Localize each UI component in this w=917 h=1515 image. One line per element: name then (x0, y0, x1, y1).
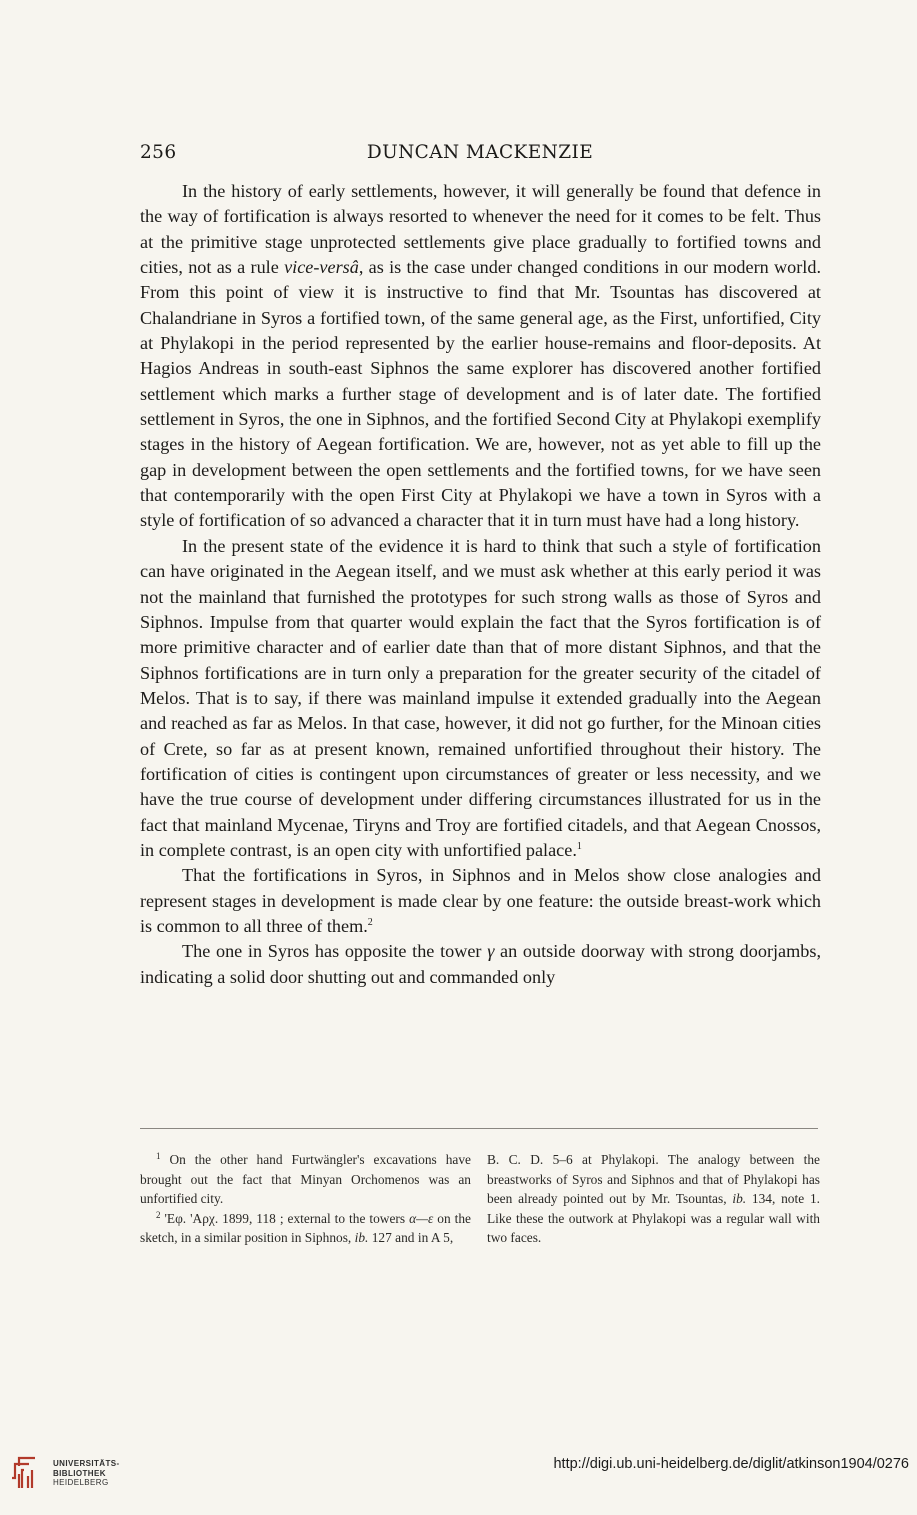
paragraph (140, 179, 821, 534)
italic-run: ib. (732, 1191, 747, 1207)
text-run: 'Εφ. 'Αρχ. 1899, 118 ; external to the towers (160, 1210, 410, 1226)
permalink-url[interactable]: http://digi.ub.uni-heidelberg.de/diglit/atkinson1904/0276 (553, 1456, 909, 1472)
text-run: In the present state of the evidence it is hard to think that such a style of fortification can have originated in the Aegean itself, and we must ask whether at this early period it was not the mainland that furnished the prototypes for such strong walls as those of Syros and Siphnos. Impulse from that quarter would explain the fact that the Syros fortification is of more primitive character and of earlier date than that of more distant Siphnos, and that the Siphnos fortifications are in turn only a preparation for the greater security of the citadel of Melos. That is to say, if there was mainland impulse it extended gradually into the Aegean and reached as far as Melos. In that case, however, it did not go further, for the Minoan cities of Crete, so far as at present known, remained unfortified throughout their history. The fortification of cities is contingent upon circumstances of greater or less necessity, and we have the true course of development under differing circumstances illustrated for us in the fact that mainland Mycenae, Tiryns and Troy are fortified citadels, and that Aegean Cnossos, in complete contrast, is an open city with unfortified palace. (140, 535, 821, 860)
text-run: On the other hand Furtwängler's excavations have brought out the fact that Minyan Orchomenos was an unfortified city. (140, 1152, 471, 1207)
library-line: UNIVERSITÄTS- (53, 1459, 120, 1468)
library-line: HEIDELBERG (53, 1478, 109, 1487)
italic-run: γ (487, 941, 495, 962)
footnote (140, 1209, 471, 1248)
italic-run: vice-versâ (284, 257, 359, 278)
text-run: 127 and in A 5, (368, 1230, 454, 1246)
paragraph (140, 939, 821, 990)
library-logo-icon[interactable] (8, 1454, 46, 1492)
footnote-divider (140, 1128, 818, 1129)
running-head: DUNCAN MACKENZIE (366, 142, 594, 163)
footnote (140, 1150, 471, 1209)
page-header (140, 142, 820, 170)
footnotes-right-column (487, 1150, 820, 1248)
paragraph (140, 863, 821, 939)
viewer-footer (0, 1440, 917, 1515)
library-name (53, 1459, 120, 1488)
footnotes-left-column (140, 1150, 471, 1248)
text-run: on the sketch, in a similar position in Siphnos, (140, 1210, 471, 1246)
text-run: B. C. D. 5–6 at Phylakopi. The analogy between the breastworks of Syros and Siphnos and that of Phylakopi has been already pointed out by Mr. Tsountas, (487, 1152, 820, 1207)
footnote-marker: 1 (156, 1151, 161, 1161)
text-run: That the fortifications in Syros, in Siphnos and in Melos show close analogies and represent stages in development is made clear by one feature: the outside breast-work which is common to all three of them. (140, 865, 821, 936)
paragraph (140, 534, 821, 863)
footnote-marker: 1 (576, 840, 582, 852)
footnote-marker: 2 (156, 1209, 161, 1220)
body-text (140, 179, 821, 990)
italic-run: ib. (354, 1230, 369, 1246)
italic-run: α—ε (409, 1210, 434, 1226)
text-run: an outside doorway with strong doorjambs, indicating a solid door shutting out and commanded only (140, 941, 821, 987)
text-run: The one in Syros has opposite the tower (182, 941, 488, 962)
text-run: In the history of early settlements, however, it will generally be found that defence in the way of fortification is always resorted to whenever the need for it comes to be felt. Thus at the primitive stage unprotected settlements give place gradually to fortified towns and cities, not as a rule (140, 181, 821, 278)
page-number: 256 (140, 142, 177, 163)
text-run: , as is the case under changed conditions in our modern world. From this point of view it is instructive to find that Mr. Tsountas has discovered at Chalandriane in Syros a fortified town, of the same general age, as the First, unfortified, City at Phylakopi in the period represented by the earlier house-remains and floor-deposits. At Hagios Andreas in south-east Siphnos the same explorer has discovered another fortified settlement which marks a further stage of development and is of later date. The fortified settlement in Syros, the one in Siphnos, and the fortified Second City at Phylakopi exemplify stages in the history of Aegean fortification. We are, however, not as yet able to fill up the gap in development between the open settlements and the fortified towns, for we have seen that contemporarily with the open First City at Phylakopi we have a town in Syros with a style of fortification of so advanced a character that it in turn must have had a long history. (140, 257, 821, 531)
footnote-continuation (487, 1150, 820, 1248)
text-run: 134, note 1. Like these the outwork at Phylakopi was a regular wall with two faces. (487, 1191, 820, 1246)
library-line: BIBLIOTHEK (53, 1468, 106, 1478)
footnote-marker: 2 (367, 916, 373, 928)
